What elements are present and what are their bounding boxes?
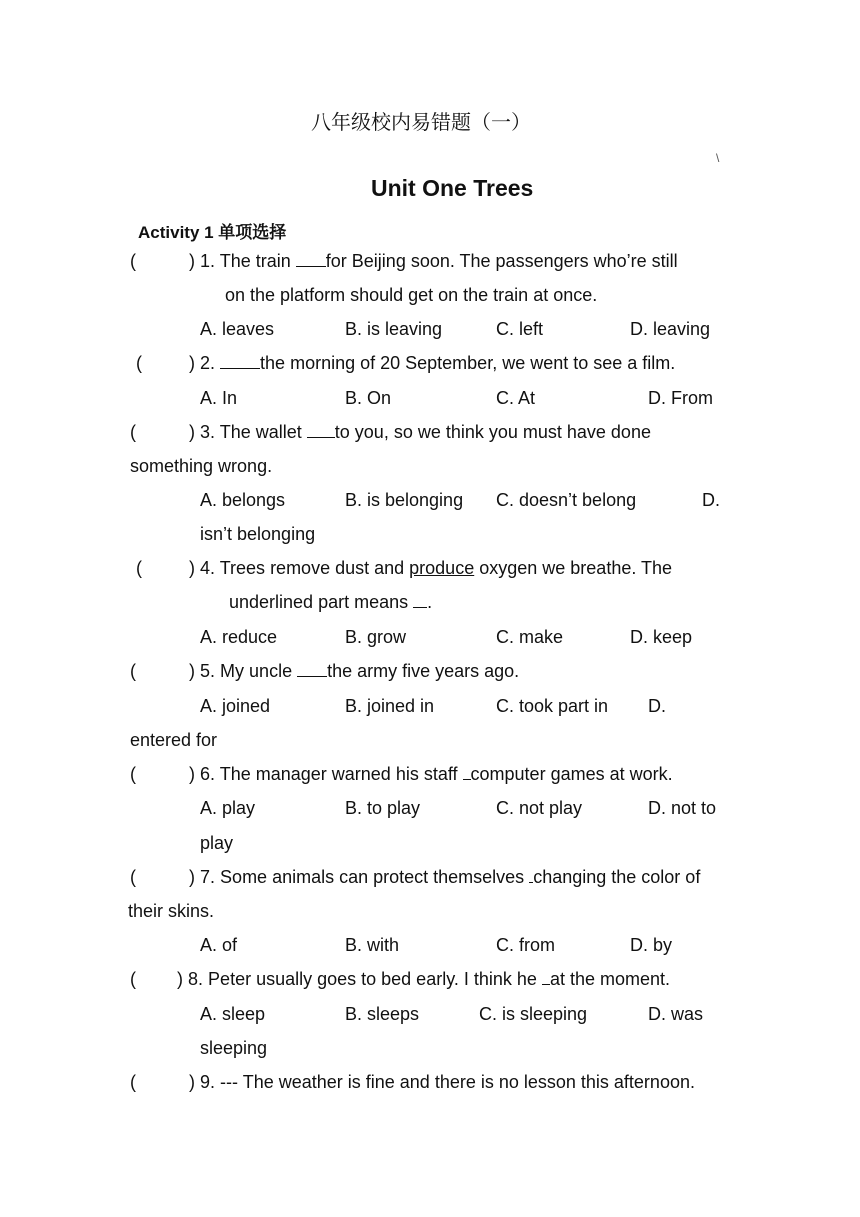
option-b: B. is leaving — [345, 319, 443, 339]
answer-bracket-open: ( — [130, 969, 136, 989]
question-text — [189, 556, 672, 580]
question-text — [189, 351, 675, 375]
answer-bracket-close: ) — [189, 422, 195, 442]
question-number: 3. — [200, 422, 216, 442]
answer-blank — [542, 968, 550, 985]
question-number: 1. — [200, 251, 216, 271]
option-a: A. reduce — [200, 627, 278, 647]
answer-blank — [296, 250, 326, 267]
option-a: A. leaves — [200, 319, 275, 339]
option-c: C. from — [496, 935, 556, 955]
answer-bracket-open: ( — [130, 422, 136, 442]
option-c: C. left — [496, 319, 544, 339]
answer-blank — [220, 352, 260, 369]
answer-bracket-open: ( — [130, 251, 136, 271]
option-d: D. by — [630, 935, 673, 955]
answer-bracket-open: ( — [130, 661, 136, 681]
option-a: A. In — [200, 388, 238, 408]
stem-part: Peter usually goes to bed early. I think he — [208, 969, 537, 989]
stem-part: the morning of 20 September, we went to see a film. — [260, 353, 676, 373]
stem-part: changing the color of — [533, 867, 701, 887]
option-d: D. leaving — [630, 319, 711, 339]
option-b: B. On — [345, 388, 392, 408]
option-a: A. joined — [200, 696, 271, 716]
question-text-continued: on the platform should get on the train at once. — [225, 285, 598, 305]
option-c: C. At — [496, 388, 536, 408]
stem-part: oxygen we breathe. The — [479, 558, 673, 578]
option-d: D. was — [648, 1004, 704, 1024]
activity-heading: Activity 1 单项选择 — [138, 223, 287, 242]
option-a: A. of — [200, 935, 238, 955]
question-number: 4. — [200, 558, 216, 578]
answer-bracket-open: ( — [130, 867, 136, 887]
option-c: C. doesn’t belong — [496, 490, 637, 510]
option-b: B. to play — [345, 798, 421, 818]
unit-title: Unit One Trees — [371, 175, 534, 201]
option-c: C. make — [496, 627, 564, 647]
option-c: C. took part in — [496, 696, 609, 716]
question-number: 7. — [200, 867, 216, 887]
answer-bracket-open: ( — [130, 1072, 136, 1092]
option-d: D. not to — [648, 798, 717, 818]
stem-part: My uncle — [220, 661, 293, 681]
answer-blank — [463, 763, 471, 780]
option-d-continued: play — [200, 833, 234, 853]
stem-part: . — [427, 592, 433, 612]
underlined-word: produce — [409, 558, 475, 578]
stem-part: computer games at work. — [470, 764, 673, 784]
option-d-continued: sleeping — [200, 1038, 268, 1058]
question-text — [189, 865, 700, 889]
stem-part: at the moment. — [549, 969, 670, 989]
answer-bracket-close: ) — [189, 251, 195, 271]
question-number: 8. — [188, 969, 204, 989]
option-a: A. belongs — [200, 490, 286, 510]
option-b: B. sleeps — [345, 1004, 420, 1024]
stem-part: to you, so we think you must have done — [334, 422, 651, 442]
stem-part: for Beijing soon. The passengers who’re still — [325, 251, 678, 271]
answer-bracket-close: ) — [189, 558, 195, 578]
answer-blank — [413, 591, 427, 608]
page-title: 八年级校内易错题（一） — [311, 112, 531, 134]
option-b: B. grow — [345, 627, 407, 647]
corner-mark: \ — [716, 151, 720, 165]
stem-part: The wallet — [219, 422, 302, 442]
stem-part: the army five years ago. — [327, 661, 520, 681]
answer-bracket-close: ) — [177, 969, 183, 989]
option-d: D. keep — [630, 627, 693, 647]
question-number: 5. — [200, 661, 216, 681]
answer-bracket-close: ) — [189, 1072, 195, 1092]
answer-bracket-open: ( — [136, 353, 142, 373]
question-text — [189, 762, 673, 786]
question-number: 6. — [200, 764, 216, 784]
answer-bracket-open: ( — [136, 558, 142, 578]
question-text-continued: their skins. — [128, 901, 215, 921]
question-text — [189, 249, 678, 273]
option-a: A. play — [200, 798, 256, 818]
answer-bracket-close: ) — [189, 661, 195, 681]
option-c: C. not play — [496, 798, 583, 818]
option-d-continued: entered for — [130, 730, 218, 750]
option-b: B. is belonging — [345, 490, 464, 510]
answer-bracket-close: ) — [189, 764, 195, 784]
option-d: D. From — [648, 388, 713, 408]
question-number: 9. — [200, 1072, 216, 1092]
stem-part: The train — [219, 251, 291, 271]
option-b: B. with — [345, 935, 400, 955]
option-c: C. is sleeping — [479, 1004, 588, 1024]
question-text-continued — [229, 590, 432, 614]
answer-bracket-close: ) — [189, 867, 195, 887]
option-b: B. joined in — [345, 696, 435, 716]
question-text-continued: something wrong. — [130, 456, 273, 476]
option-d: D. — [702, 490, 720, 510]
answer-blank — [297, 660, 327, 677]
stem-part: Some animals can protect themselves — [220, 867, 525, 887]
stem-part: underlined part means — [229, 592, 409, 612]
answer-bracket-close: ) — [189, 353, 195, 373]
stem-part: --- The weather is fine and there is no lesson this afternoon. — [220, 1072, 695, 1092]
answer-bracket-open: ( — [130, 764, 136, 784]
question-text — [189, 420, 651, 444]
question-text — [189, 659, 519, 683]
option-a: A. sleep — [200, 1004, 266, 1024]
stem-part: The manager warned his staff — [219, 764, 458, 784]
option-d: D. — [648, 696, 666, 716]
question-number: 2. — [200, 353, 216, 373]
answer-blank — [307, 421, 335, 438]
question-text — [177, 967, 670, 991]
question-text — [189, 1070, 695, 1094]
stem-part: Trees remove dust and — [219, 558, 405, 578]
option-d-continued: isn’t belonging — [200, 524, 316, 544]
